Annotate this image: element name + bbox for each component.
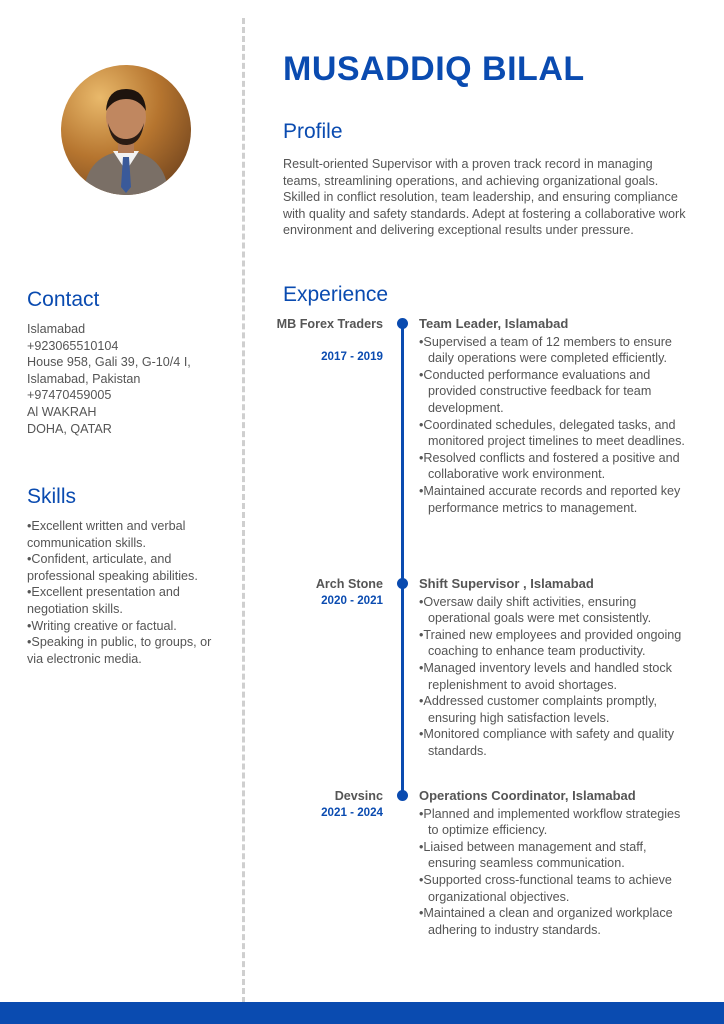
- job-bullet: • Managed inventory levels and handled stock replenishment to avoid shortages.: [419, 660, 694, 693]
- job-bullet: • Liaised between management and staff, ensuring seamless communication.: [419, 839, 694, 872]
- contact-list: [27, 321, 237, 437]
- skill-item: • Excellent presentation and negotiation skills.: [27, 584, 212, 617]
- skill-item: • Confident, articulate, and professional speaking abilities.: [27, 551, 212, 584]
- contact-address: House 958, Gali 39, G-10/4 I, Islamabad, Pakistan: [27, 355, 191, 386]
- contact-heading: Contact: [27, 288, 100, 311]
- footer-bar: [0, 1002, 724, 1024]
- company-name: Devsinc: [334, 789, 383, 803]
- skills-heading: Skills: [27, 485, 77, 508]
- timeline-dot: [397, 318, 408, 329]
- skills-list: [27, 518, 212, 667]
- company-name: Arch Stone: [315, 577, 383, 591]
- contact-address-3: DOHA, QATAR: [27, 421, 112, 436]
- job-title: Shift Supervisor , Islamabad: [419, 576, 594, 591]
- job-bullets: [419, 806, 694, 939]
- job-bullet: • Supervised a team of 12 members to ensure daily operations were completed efficiently.: [419, 334, 694, 367]
- job-bullet: • Oversaw daily shift activities, ensuring operational goals were met consistently.: [419, 594, 694, 627]
- job-entry: [419, 316, 694, 516]
- job-bullet: • Maintained accurate records and reported key performance metrics to management.: [419, 483, 694, 516]
- job-bullet: • Conducted performance evaluations and provided constructive feedback for team development.: [419, 367, 694, 417]
- skill-item: • Excellent written and verbal communication skills.: [27, 518, 212, 551]
- employment-years: 2017 - 2019: [321, 350, 383, 363]
- timeline-line: [401, 324, 404, 796]
- profile-summary: Result-oriented Supervisor with a proven track record in managing teams, streamlining operations, and achieving organizational goals. Skilled in conflict resolution, team leadership, and ensuring compliance with quality and safety standards. Adept at fostering a collaborative work environment and delivering exceptional results under pressure.: [283, 157, 686, 238]
- job-entry: [419, 576, 694, 760]
- contact-phone-2: +97470459005: [27, 388, 112, 403]
- job-bullet: • Addressed customer complaints promptly, ensuring high satisfaction levels.: [419, 693, 694, 726]
- contact-address-2: Al WAKRAH: [27, 404, 97, 419]
- job-bullet: • Supported cross-functional teams to achieve organizational objectives.: [419, 872, 694, 905]
- experience-heading: Experience: [283, 283, 389, 306]
- avatar: [61, 65, 191, 195]
- job-entry: [419, 788, 694, 938]
- profile-heading: Profile: [283, 120, 343, 143]
- job-bullet: • Monitored compliance with safety and quality standards.: [419, 726, 694, 759]
- employment-years: 2021 - 2024: [321, 806, 383, 819]
- job-bullet: • Maintained a clean and organized workplace adhering to industry standards.: [419, 905, 694, 938]
- contact-phone: +923065510104: [27, 338, 119, 353]
- job-bullet: • Planned and implemented workflow strategies to optimize efficiency.: [419, 806, 694, 839]
- job-bullets: [419, 334, 694, 517]
- skill-item: • Speaking in public, to groups, or via electronic media.: [27, 634, 212, 667]
- job-title: Operations Coordinator, Islamabad: [419, 788, 636, 803]
- timeline-dot: [397, 578, 408, 589]
- timeline-dot: [397, 790, 408, 801]
- employment-years: 2020 - 2021: [321, 594, 383, 607]
- company-name: MB Forex Traders: [276, 317, 383, 331]
- job-bullet: • Coordinated schedules, delegated tasks, and monitored project timelines to meet deadlines.: [419, 417, 694, 450]
- job-bullet: • Resolved conflicts and fostered a positive and collaborative work environment.: [419, 450, 694, 483]
- column-divider: [242, 18, 245, 1003]
- job-bullet: • Trained new employees and provided ongoing coaching to enhance team productivity.: [419, 627, 694, 660]
- skill-item: • Writing creative or factual.: [27, 618, 212, 635]
- candidate-name: MUSADDIQ BILAL: [283, 50, 585, 88]
- job-title: Team Leader, Islamabad: [419, 316, 569, 331]
- job-bullets: [419, 594, 694, 760]
- contact-city: Islamabad: [27, 322, 86, 336]
